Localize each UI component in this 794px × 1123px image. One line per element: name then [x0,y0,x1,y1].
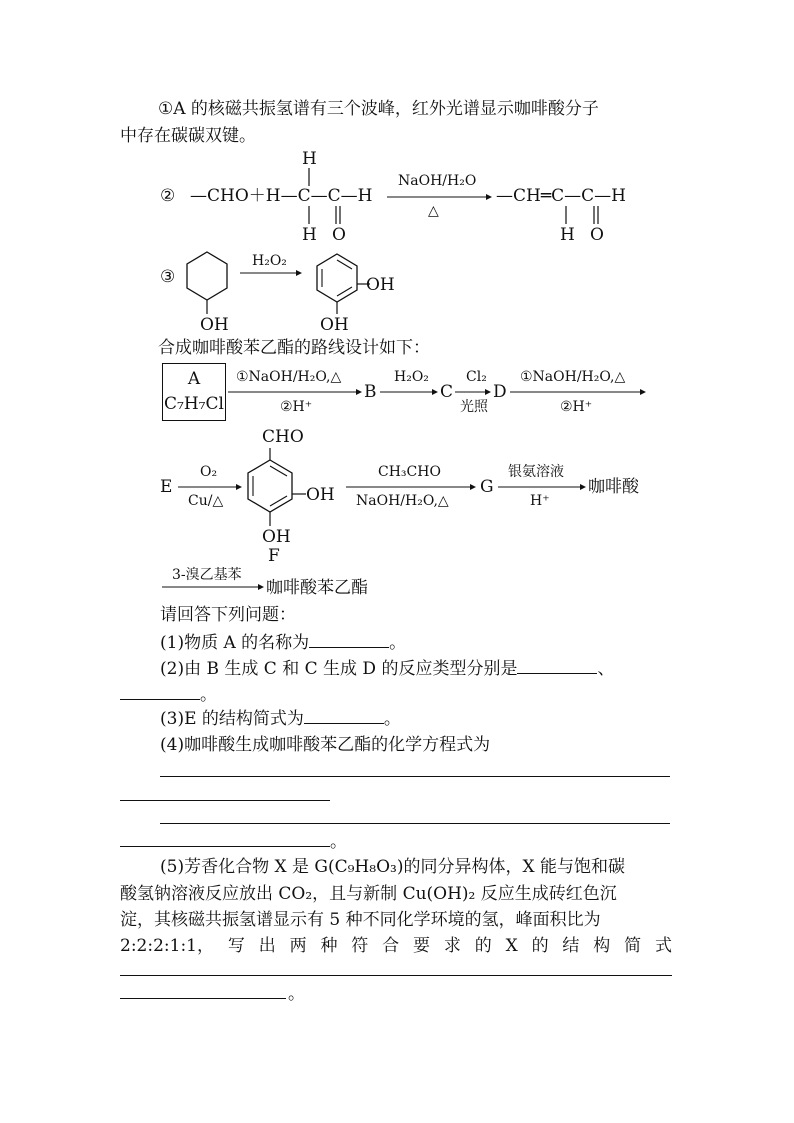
question-2-blank-2[interactable] [120,684,200,700]
compound-f-label: F [268,546,280,566]
answer-line-5b[interactable] [120,998,286,999]
compound-a-formula: C₇H₇Cl [164,394,224,414]
question-5-line-4-word: 合 [382,936,400,956]
question-3 [160,708,401,730]
question-5-line-3: 淀，其核磁共振氢谱显示有 5 种不同化学环境的氢，峰面积比为 [120,910,601,930]
question-3-end: 。 [383,709,401,729]
question-5-line-4-word: 式 [655,936,672,956]
question-5-line-4-word: 要 [413,936,431,956]
compound-e: E [160,477,173,497]
step4-top: ①NaOH/H₂O,△ [520,369,626,385]
question-1 [160,632,406,654]
reaction-2-product: —CH═C—C—H [496,186,626,206]
question-5-line-4-word: 的 [474,936,492,956]
answer-line-4a[interactable] [160,776,670,777]
reaction-2-prod-h-bottom: H [560,225,575,245]
reaction-2-condition-top: NaOH/H₂O [398,173,477,189]
compound-f-oh-bottom: OH [262,527,291,547]
reaction-3-product-oh-side: OH [366,275,395,295]
question-1-text: (1)物质 A 的名称为 [160,633,310,653]
compound-c: C [440,382,454,402]
answer-line-4b[interactable] [120,800,330,801]
reaction-2-h-bottom: H [302,225,317,245]
question-5-line-4-word: 两 [289,936,307,956]
question-5-line-1: (5)芳香化合物 X 是 G(C₉H₈O₃)的同分异构体，X 能与饱和碳 [160,857,625,877]
step7-bottom: H⁺ [530,493,550,509]
question-2 [160,658,614,680]
question-5-line-4-word: 求 [443,936,461,956]
caffeic-acid: 咖啡酸 [588,477,639,497]
question-5-line-4-word: 种 [320,936,338,956]
question-3-text: (3)E 的结构简式为 [160,709,304,729]
question-5-line-4-word: X [505,936,518,956]
step5-bottom: Cu/△ [188,493,224,509]
question-4-end: 。 [330,832,347,852]
question-4: (4)咖啡酸生成咖啡酸苯乙酯的化学方程式为 [160,735,491,755]
question-5-line-4-word: 结 [562,936,580,956]
question-1-end: 。 [389,633,407,653]
reaction-2-o-bottom: O [332,225,346,245]
compound-d: D [493,382,507,402]
answer-line-4c[interactable] [160,823,670,824]
question-5-end: 。 [288,984,305,1004]
question-2-comma: 、 [597,659,615,679]
step8-top: 3-溴乙基苯 [172,567,242,583]
question-5-line-4-word: 出 [258,936,276,956]
reaction-3-condition-top: H₂O₂ [252,253,287,269]
question-2-blank-1[interactable] [517,658,597,674]
reaction-2-index: ② [160,186,176,206]
route-intro: 合成咖啡酸苯乙酯的路线设计如下： [158,338,430,358]
reaction-3-reactant-oh: OH [200,315,229,335]
question-5-line-4-word: 符 [351,936,369,956]
route-row-1-arrows [0,385,794,399]
compound-f-oh-side: OH [306,485,335,505]
reaction-2-prod-o-bottom: O [590,225,604,245]
step1-bottom: ②H⁺ [280,399,313,415]
answer-line-5a[interactable] [120,975,672,976]
question-5-line-4-word: 2:2:2:1:1， [120,936,214,956]
question-5-line-4-word: 写 [227,936,245,956]
step2-top: H₂O₂ [394,369,429,385]
compound-g: G [480,477,494,497]
question-3-blank[interactable] [304,708,384,724]
question-5-line-4-word: 的 [531,936,549,956]
reaction-3-product-oh-bottom: OH [320,315,349,335]
compound-f-cho: CHO [262,427,304,447]
question-2-cont [120,684,217,706]
step6-bottom: NaOH/H₂O,△ [356,493,449,509]
compound-a-label: A [187,369,201,389]
reaction-3-arrow [238,268,304,278]
reaction-3-index: ③ [160,267,176,287]
step3-bottom: 光照 [460,399,488,415]
step1-top: ①NaOH/H₂O,△ [236,369,342,385]
questions-prompt: 请回答下列问题： [160,605,296,625]
step4-bottom: ②H⁺ [560,399,593,415]
reaction-2-h-top: H [302,149,317,169]
intro-line-2: 中存在碳碳双键。 [120,126,256,146]
intro-line-1: ①A 的核磁共振氢谱有三个波峰，红外光谱显示咖啡酸分子 [158,99,599,119]
step7-top: 银氨溶液 [508,464,564,480]
reaction-2-reactant: —CHO＋H—C—C—H [190,186,373,206]
question-1-blank[interactable] [309,632,389,648]
step8-arrow [160,580,270,594]
reaction-2-condition-bottom: △ [428,203,439,219]
step3-top: Cl₂ [466,369,487,385]
question-5-line-4-word: 简 [624,936,642,956]
question-2-text: (2)由 B 生成 C 和 C 生成 D 的反应类型分别是 [160,659,518,679]
final-product: 咖啡酸苯乙酯 [266,578,368,598]
question-5-line-4-word: 构 [593,936,611,956]
phenol-ring [180,248,240,318]
question-5-line-2: 酸氢钠溶液反应放出 CO₂，且与新制 Cu(OH)₂ 反应生成砖红色沉 [120,884,617,904]
route-row-2-arrows [0,480,794,494]
answer-line-4d[interactable] [120,846,330,847]
question-5-line-4 [120,935,672,957]
compound-b: B [364,382,377,402]
step6-top: CH₃CHO [378,464,441,480]
question-2-end: 。 [200,685,217,705]
step5-top: O₂ [200,464,218,480]
reaction-2-bonds [0,0,794,260]
